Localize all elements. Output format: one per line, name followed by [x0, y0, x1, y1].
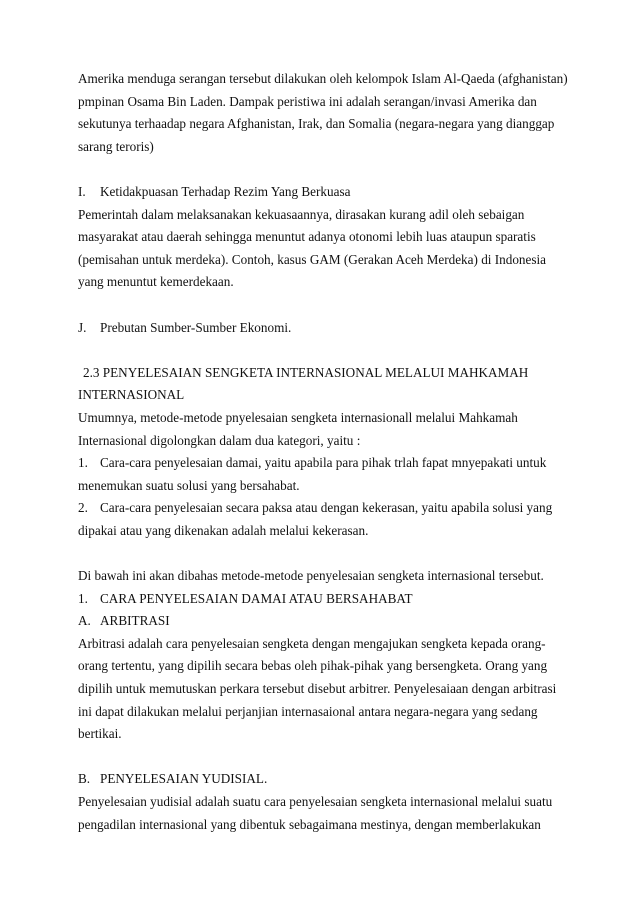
paragraph-line: orang tertentu, yang dipilih secara bebas oleh pihak-pihak yang bersengketa. Orang yang	[78, 658, 548, 674]
paragraph-line: Internasional digolongkan dalam dua kategori, yaitu :	[78, 432, 361, 448]
paragraph-line: Arbitrasi adalah cara penyelesaian sengketa dengan mengajukan sengketa kepada orang-	[78, 635, 546, 651]
paragraph-line: Umumnya, metode-metode pnyelesaian sengketa internasionall melalui Mahkamah	[78, 409, 518, 425]
section-title: Ketidakpuasan Terhadap Rezim Yang Berkuasa	[100, 183, 351, 199]
section-number: A.	[78, 613, 91, 629]
section-heading-j	[78, 317, 562, 340]
section-title: CARA PENYELESAIAN DAMAI ATAU BERSAHABAT	[100, 590, 413, 606]
paragraph-line: Di bawah ini akan dibahas metode-metode penyelesaian sengketa internasional tersebut.	[78, 568, 544, 584]
subheading-b	[78, 768, 562, 791]
paragraph-line: dipilih untuk memutuskan perkara tersebut disebut arbitrer. Penyelesaiaan dengan arbitrasi	[78, 681, 557, 697]
list-text: Cara-cara penyelesaian damai, yaitu apabila para pihak trlah fapat mnyepakati untuk	[100, 455, 547, 471]
paragraph-line: Amerika menduga serangan tersebut dilakukan oleh kelompok Islam Al-Qaeda (afghanistan)	[78, 71, 568, 86]
paragraph-line: yang menuntut kemerdekaan.	[78, 274, 234, 290]
subheading-1	[78, 588, 562, 611]
section-title: PENYELESAIAN YUDISIAL.	[100, 771, 268, 787]
subheading-a	[78, 610, 562, 633]
list-text: Cara-cara penyelesaian secara paksa atau dengan kekerasan, yaitu apabila solusi yang	[100, 500, 553, 516]
chapter-heading-line: 2.3 PENYELESAIAN SENGKETA INTERNASIONAL MELALUI MAHKAMAH	[83, 364, 529, 380]
list-item-1-continuation: menemukan suatu solusi yang bersahabat.	[78, 477, 300, 493]
paragraph-line: pmpinan Osama Bin Laden. Dampak peristiwa ini adalah serangan/invasi Amerika dan	[78, 93, 537, 109]
section-number: 1.	[78, 590, 88, 606]
paragraph-line: sarang teroris)	[78, 138, 154, 154]
chapter-heading-line: INTERNASIONAL	[78, 387, 185, 403]
section-title: Prebutan Sumber-Sumber Ekonomi.	[100, 319, 292, 335]
section-heading-i	[78, 181, 562, 204]
paragraph-line: sekutunya terhaadap negara Afghanistan, Irak, dan Somalia (negara-negara yang dianggap	[78, 116, 555, 132]
section-number: B.	[78, 771, 91, 787]
list-number: 2.	[78, 500, 88, 516]
section-number: I.	[78, 183, 86, 199]
list-item-1	[78, 452, 562, 475]
list-item-2	[78, 497, 562, 520]
list-number: 1.	[78, 455, 88, 471]
paragraph-line: Penyelesaian yudisial adalah suatu cara penyelesaian sengketa internasional melalui suatu	[78, 794, 553, 809]
list-item-2-continuation: dipakai atau yang dikenakan adalah melalui kekerasan.	[78, 522, 369, 538]
paragraph-line: pengadilan internasional yang dibentuk sebagaimana mestinya, dengan memberlakukan	[78, 816, 541, 832]
paragraph-line: (pemisahan untuk merdeka). Contoh, kasus GAM (Gerakan Aceh Merdeka) di Indonesia	[78, 251, 547, 267]
paragraph-line: Pemerintah dalam melaksanakan kekuasaannya, dirasakan kurang adil oleh sebaigan	[78, 206, 525, 222]
document-page	[78, 68, 568, 836]
section-number: J.	[78, 319, 87, 335]
section-title: ARBITRASI	[100, 613, 170, 629]
paragraph-line: masyarakat atau daerah sehingga menuntut adanya otonomi lebih luas ataupun sparatis	[78, 229, 536, 245]
paragraph-line: ini dapat dilakukan melalui perjanjian internasaional antara negara-negara yang sedang	[78, 703, 538, 719]
paragraph-line: bertikai.	[78, 726, 122, 742]
